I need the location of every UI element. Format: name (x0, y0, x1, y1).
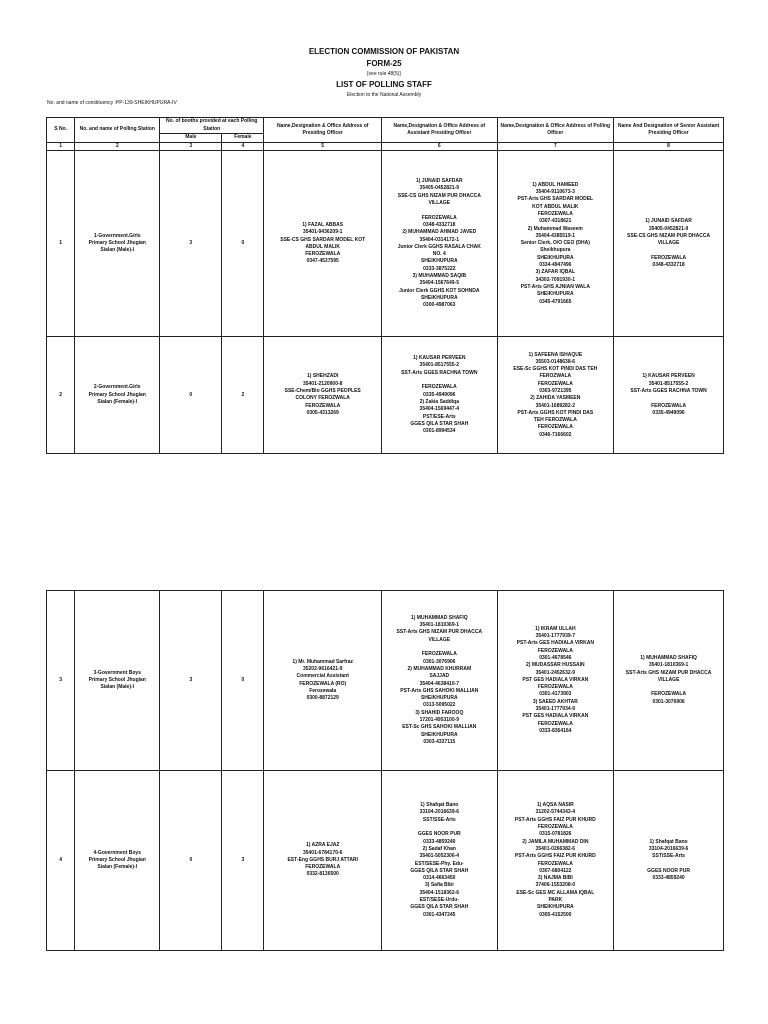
senior-assistant-presiding-officer: 1) Shafqat Bano 33104-2016639-6 SST/SSE-Arts GGES NOOR PUR 0333-4859240 (614, 771, 724, 951)
polling-station-name: 3-Government Boys Primary School Jhugian Sialan (Male)-I (75, 591, 160, 771)
presiding-officer: 1) Mr. Muhammad Sarfraz 35202-9616421-9 Commercial Assistant FEROZEWALA (RO) Ferozewala 0300-8872129 (264, 591, 382, 771)
presiding-officer: 1) SHEHZADI 35401-2120900-8 SSE-Chem/Bio GGHS PEOPLES COLONY FEROZWALA FEROZEWALA 0305-4313269 (264, 337, 382, 454)
polling-station-name: 1-Government.Girls Primary School Jhugian Sialan (Male)-I (75, 151, 160, 337)
table-row (47, 151, 724, 337)
constituency-label: No. and name of constituency :PP-139-SHEIKHUPURA-IV (47, 100, 177, 106)
col-station-header: No. and name of Polling Station (75, 118, 160, 143)
senior-assistant-presiding-officer: 1) KAUSAR PERVEEN 35401-8517555-2 SST-Arts GGES RACHNA TOWN FEROZEWALA 0335-4949096 (614, 337, 724, 454)
election-subtitle: Election to the National Assembly (346, 92, 422, 98)
female-booths: 0 (222, 591, 264, 771)
female-booths: 2 (222, 337, 264, 454)
form-number: FORM-25 (366, 59, 402, 68)
male-booths: 3 (160, 591, 222, 771)
male-booths: 0 (160, 337, 222, 454)
rule-reference: [see rule 48(5)] (367, 71, 401, 77)
column-number: 5 (264, 143, 382, 151)
serial-number: 3 (47, 591, 75, 771)
col-po-header: Name,Designation & Office Address of Presiding Officer (264, 118, 382, 143)
col-sno-header: S No. (47, 118, 75, 143)
table-row (47, 771, 724, 951)
column-number: 7 (497, 143, 614, 151)
column-number-row (47, 143, 724, 151)
male-booths: 3 (160, 151, 222, 337)
col-male-header: Male (160, 134, 222, 143)
column-number: 2 (75, 143, 160, 151)
polling-staff-table (46, 117, 724, 454)
col-female-header: Female (222, 134, 264, 143)
document-title: ELECTION COMMISSION OF PAKISTAN (308, 47, 460, 56)
female-booths: 3 (222, 771, 264, 951)
polling-officer: 1) AQSA NASIR 31202-5744343-4 PST-Arts GGHS FAIZ PUR KHURD FEROZEWALA 0315-0781826 2) JAMILA MUHAMMAD DIN 35401-0266382-6 PST-Arts GGHS FAIZ PUR KHURD FEROZEWALA 0307-6804122 3) NAJMA BIBI 37406-1553208-0 ESE-Sc GES MC ALLAMA IQBAL PARK SHEIKHUPURA 0305-4152500 (497, 771, 614, 951)
list-heading: LIST OF POLLING STAFF (336, 80, 432, 89)
polling-officer: 1) IKRAM ULLAH 35401-1777939-7 PST-Arts GES HADIALA VIRKAN FEROZEWALA 0301-4678546 2) MUDASSAR HUSSAIN 35401-2452632-9 PST GES HADIALA VIRKAN FEROZEWALA 0301-4173903 3) SAEED AKHTAR 35401-1777934-9 PST GES HADIALA VIRKAN FEROZEWALA 0333-8364164 (497, 591, 614, 771)
female-booths: 0 (222, 151, 264, 337)
polling-station-name: 2-Government.Girls Primary School Jhugian Sialan (Female)-I (75, 337, 160, 454)
col-apo-header: Name,Designation & Office Address of Assistant Presiding Officer (382, 118, 497, 143)
assistant-presiding-officer: 1) Shafqat Bano 33104-2016639-6 SST/SSE-Arts GGES NOOR PUR 0333-4859240 2) Sadaf Khan 35401-5052306-4 EST/SESE-Phy. Edu- GGES QILA STAR SHAH 0314-4663450 3) Safia Bibi 35404-1518362-6 EST/SESE-Urdu- GGES QILA STAR SHAH 0301-4347245 (382, 771, 497, 951)
polling-staff-table-continued (46, 590, 724, 951)
serial-number: 2 (47, 337, 75, 454)
column-number: 1 (47, 143, 75, 151)
col-polling-officer-header: Name,Designation & Office Address of Polling Officer (497, 118, 614, 143)
polling-officer: 1) SAFEENA ISHAQUE 35503-0148638-6 ESE-Sc GGHS KOT PINDI DAS TEH FEROZWALA FEROZEWALA 0303-9721395 2) ZAHIDA YASMEEN 35401-1689282-2 PST-Arts GGHS KOT PINDI DAS TEH FEROZWALA FEROZEWALA 0346-7166602 (497, 337, 614, 454)
column-number: 3 (160, 143, 222, 151)
presiding-officer: 1) AZRA EJAZ 35401-6784170-6 EST-Eng GGHS BURJ ATTARI FEROZEWALA 0332-8136500 (264, 771, 382, 951)
presiding-officer: 1) FAZAL ABBAS 35401-9436209-1 SSE-CS GHS SARDAR MODEL KOT ABDUL MALIK FEROZEWALA 0347-4537595 (264, 151, 382, 337)
col-senior-apo-header: Name And Designation of Senior Assistant Presiding Officer (614, 118, 724, 143)
senior-assistant-presiding-officer: 1) MUHAMMAD SHAFIQ 35401-1810369-1 SST-Arts GHS NIZAM PUR DHACCA VILLAGE FEROZEWALA 0301-3076906 (614, 591, 724, 771)
assistant-presiding-officer: 1) MUHAMMAD SHAFIQ 35401-1810369-1 SST-Arts GHS NIZAM PUR DHACCA VILLAGE FEROZEWALA 0301-3076906 2) MUHAMMAD KHURRAM SAJJAD 35404-4638410-7 PST-Arts GHS SAHOKI MALLIAN SHEIKHUPURA 0313-5095022 3) SHAHID FAROOQ 17201-4953100-9 EST-Sc GHS SAHOKI MALLIAN SHEIKHUPURA 0303-4337115 (382, 591, 497, 771)
column-number: 6 (382, 143, 497, 151)
assistant-presiding-officer: 1) KAUSAR PERVEEN 35401-8517555-2 SST-Arts GGES RACHNA TOWN FEROZEWALA 0335-4949096 2) Zakia Saddiqa 35404-1569447-4 PST/ESE-Arts GGES QILA STAR SHAH 0301-8994534 (382, 337, 497, 454)
col-booths-header: No. of booths provided at each Polling Station (160, 118, 264, 134)
table-row (47, 337, 724, 454)
polling-station-name: 4-Government Boys Primary School Jhugian Sialan (Female)-I (75, 771, 160, 951)
column-number: 8 (614, 143, 724, 151)
header-row (47, 118, 724, 134)
male-booths: 0 (160, 771, 222, 951)
column-number: 4 (222, 143, 264, 151)
assistant-presiding-officer: 1) JUNAID SAFDAR 35405-0452821-9 SSE-CS GHS NIZAM PUR DHACCA VILLAGE FEROZEWALA 0348-4332718 2) MUHAMMAD AHMAD JAVED 35404-0314172-1 Junior Clerk GGHS RASALA CHAK NO. 4 SHEIKHUPURA 0333-3875222 3) MUHAMMAD SAQIB 35404-1567649-5 Junior Clerk GGHS KOT SOHNDA SHEIKHUPURA 0300-4987063 (382, 151, 497, 337)
serial-number: 1 (47, 151, 75, 337)
serial-number: 4 (47, 771, 75, 951)
polling-officer: 1) ABDUL HAMEED 35404-9110673-3 PST-Arts GHS SARDAR MODEL KOT ABDUL MALIK FEROZEWALA 0307-4318621 2) Muhammad Waseem 35404-4385519-1 Senior Clerk, O/O CEO (DHA) Sheikhupura SHEIKHUPURA 0334-4947496 3) ZAFAR IQBAL 34302-7091930-1 PST-Arts GHS AJNIAN WALA SHEIKHUPURA 0345-4791665 (497, 151, 614, 337)
table-row (47, 591, 724, 771)
senior-assistant-presiding-officer: 1) JUNAID SAFDAR 35405-0452821-9 SSE-CS GHS NIZAM PUR DHACCA VILLAGE FEROZEWALA 0348-4332718 (614, 151, 724, 337)
